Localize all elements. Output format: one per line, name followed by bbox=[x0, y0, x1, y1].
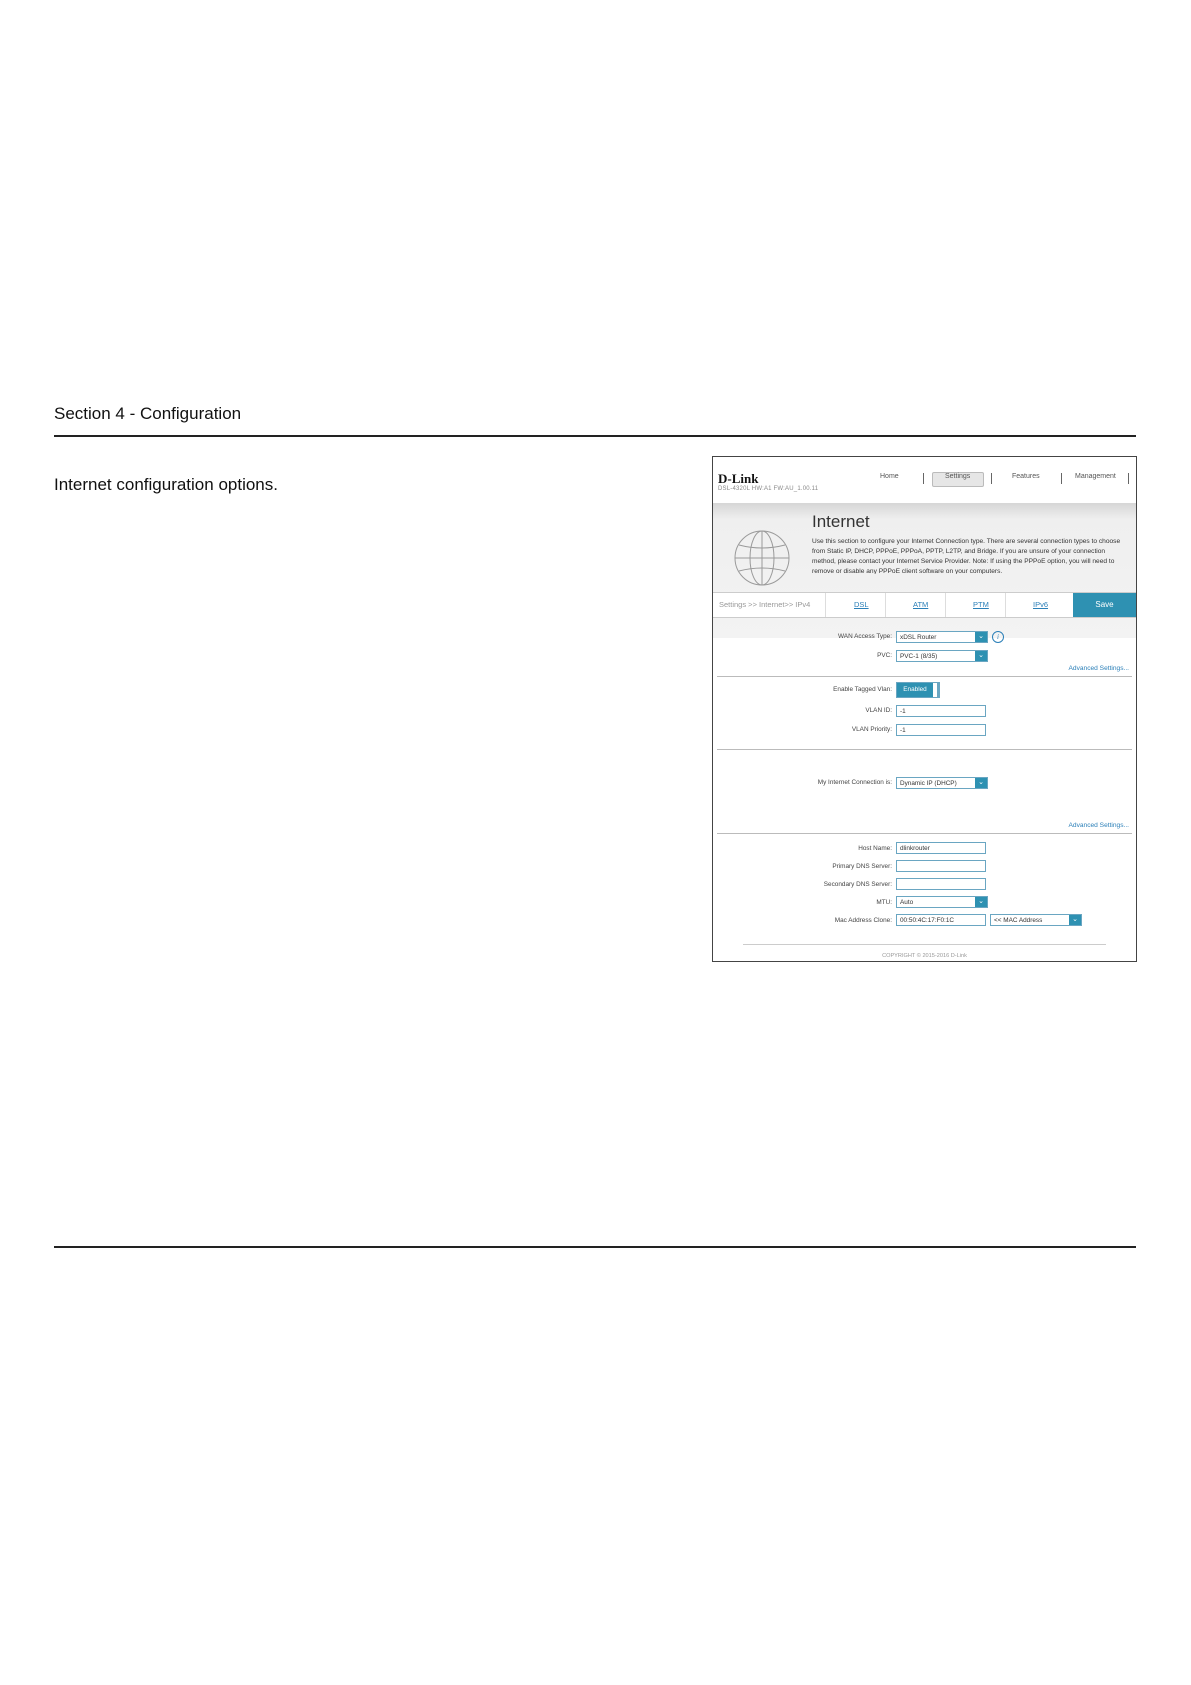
nav-sep bbox=[1128, 473, 1129, 484]
tagged-vlan-label: Enable Tagged Vlan: bbox=[833, 686, 892, 693]
section-title: Section 4 - Configuration bbox=[54, 404, 242, 423]
tab-dsl[interactable]: DSL bbox=[854, 600, 869, 609]
pvc-select[interactable] bbox=[896, 650, 988, 662]
chevron-down-icon: ⌄ bbox=[975, 651, 987, 661]
primary-dns-field[interactable] bbox=[896, 860, 986, 872]
wan-access-type-select[interactable] bbox=[896, 631, 988, 643]
advanced-settings-link[interactable]: Advanced Settings... bbox=[1068, 665, 1129, 672]
nav-sep bbox=[1061, 473, 1062, 484]
tab-sep bbox=[945, 593, 946, 617]
tab-ptm[interactable]: PTM bbox=[973, 600, 989, 609]
chevron-down-icon: ⌄ bbox=[975, 632, 987, 642]
footer-line bbox=[743, 944, 1106, 945]
info-icon[interactable]: i bbox=[992, 631, 1004, 643]
section-divider bbox=[717, 833, 1132, 834]
breadcrumb: Settings >> Internet>> IPv4 bbox=[719, 600, 811, 609]
model-info: DSL-4320L HW:A1 FW:AU_1.00.11 bbox=[718, 486, 819, 492]
secondary-dns-field[interactable] bbox=[896, 878, 986, 890]
intro-text: Internet configuration options. bbox=[54, 475, 278, 494]
connection-type-value: Dynamic IP (DHCP) bbox=[900, 780, 957, 787]
vlan-priority-label: VLAN Priority: bbox=[851, 726, 892, 733]
primary-dns-label: Primary DNS Server: bbox=[832, 863, 892, 870]
tab-atm[interactable]: ATM bbox=[913, 600, 929, 609]
tab-bar bbox=[713, 592, 1136, 618]
chevron-down-icon: ⌄ bbox=[975, 897, 987, 907]
nav-sep bbox=[991, 473, 992, 484]
vlan-priority-field[interactable]: -1 bbox=[896, 724, 986, 736]
host-name-label: Host Name: bbox=[858, 845, 892, 852]
vlan-id-label: VLAN ID: bbox=[865, 707, 892, 714]
dlink-logo: D-Link bbox=[718, 471, 759, 486]
router-screenshot bbox=[712, 456, 1137, 962]
header-rule bbox=[54, 435, 1136, 437]
nav-features[interactable]: Features bbox=[1012, 473, 1040, 480]
page-description: Use this section to configure your Internet Connection type. There are several connection types to choose from Static IP, DHCP, PPPoE, PPPoA, PPTP, L2TP, and Bridge. If you are unsure of your connection method, please contact your Internet Service Provider. Note: If using the PPPoE option, you will need to remove or disable any PPPoE client software on your computers. bbox=[812, 538, 1121, 574]
mac-clone-field[interactable]: 00:50:4C:17:F0:1C bbox=[896, 914, 986, 926]
mtu-select[interactable] bbox=[896, 896, 988, 908]
section-divider bbox=[717, 749, 1132, 750]
tab-sep bbox=[825, 593, 826, 617]
mac-address-select[interactable] bbox=[990, 914, 1082, 926]
nav-home[interactable]: Home bbox=[880, 473, 899, 480]
wan-access-type-value: xDSL Router bbox=[900, 634, 937, 641]
tagged-vlan-toggle[interactable] bbox=[896, 682, 940, 698]
tab-sep bbox=[885, 593, 886, 617]
tab-sep bbox=[1005, 593, 1006, 617]
tagged-vlan-value: Enabled bbox=[897, 683, 933, 697]
nav-sep bbox=[923, 473, 924, 484]
mtu-label: MTU: bbox=[876, 899, 892, 906]
tab-ipv6[interactable]: IPv6 bbox=[1033, 600, 1049, 609]
advanced-settings-link[interactable]: Advanced Settings... bbox=[1068, 822, 1129, 829]
secondary-dns-label: Secondary DNS Server: bbox=[823, 881, 892, 888]
globe-icon bbox=[733, 529, 791, 587]
mac-address-select-value: << MAC Address bbox=[994, 917, 1043, 924]
copyright: COPYRIGHT © 2015-2016 D-Link bbox=[882, 953, 967, 959]
chevron-down-icon: ⌄ bbox=[975, 778, 987, 788]
footer-rule bbox=[54, 1246, 1136, 1248]
pvc-label: PVC: bbox=[877, 652, 892, 659]
vlan-id-field[interactable]: -1 bbox=[896, 705, 986, 717]
page-title: Internet bbox=[812, 512, 870, 531]
chevron-down-icon: ⌄ bbox=[1069, 915, 1081, 925]
section-divider bbox=[717, 676, 1132, 677]
router-topbar bbox=[713, 457, 1136, 503]
connection-type-select[interactable] bbox=[896, 777, 988, 789]
nav-settings[interactable]: Settings bbox=[945, 473, 971, 480]
wan-access-type-label: WAN Access Type: bbox=[838, 633, 892, 640]
pvc-value: PVC-1 (8/35) bbox=[900, 653, 938, 660]
nav-management[interactable]: Management bbox=[1075, 473, 1116, 480]
mac-clone-label: Mac Address Clone: bbox=[834, 917, 892, 924]
save-button[interactable]: Save bbox=[1073, 593, 1136, 617]
connection-type-label: My Internet Connection is: bbox=[817, 779, 892, 786]
mtu-value: Auto bbox=[900, 899, 914, 906]
host-name-field[interactable]: dlinkrouter bbox=[896, 842, 986, 854]
